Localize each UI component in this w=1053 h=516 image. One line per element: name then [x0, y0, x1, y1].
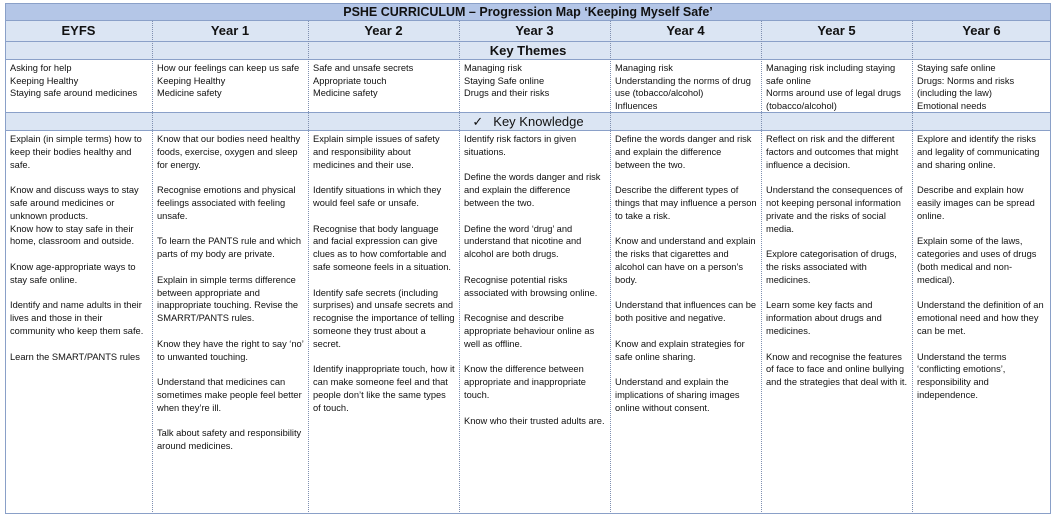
knowledge-item: Explore and identify the risks and legality of communicating and sharing online.	[917, 134, 1040, 170]
theme-item: Influences	[615, 100, 658, 111]
theme-item: Asking for help	[10, 63, 72, 73]
theme-item: Emotional needs	[917, 100, 987, 111]
column-divider	[308, 21, 309, 514]
column-header-year-2: Year 2	[364, 23, 403, 38]
column-divider	[912, 21, 913, 514]
column-header-year-3: Year 3	[515, 23, 554, 38]
knowledge-item: Recognise potential risks associated with browsing online.	[464, 274, 598, 298]
knowledge-item: Learn some key facts and information about drugs and medicines.	[766, 300, 882, 336]
themes-cell-year-3	[459, 60, 610, 112]
knowledge-item: Identify inappropriate touch, how it can make someone feel and that people don’t like the same types of touch.	[313, 364, 455, 413]
knowledge-item: Reflect on risk and the different factors and outcomes that might influence a decision.	[766, 134, 899, 170]
theme-item: Drugs: Norms and risks (including the law)	[917, 75, 1015, 99]
knowledge-item: Explain simple issues of safety and responsibility about medicines and their use.	[313, 134, 440, 170]
knowledge-item: Know and understand and explain the risks that cigarettes and alcohol can have on a person’s body.	[615, 236, 756, 285]
theme-item: Staying Safe online	[464, 75, 545, 86]
knowledge-item: Understand the consequences of not keeping personal information private and the risks of social media.	[766, 185, 903, 234]
knowledge-cell-year-1	[152, 131, 308, 514]
themes-cell-year-1	[152, 60, 308, 112]
knowledge-item: Learn the SMART/PANTS rules	[10, 351, 140, 362]
column-header-year-6: Year 6	[962, 23, 1001, 38]
knowledge-cell-year-2	[308, 131, 459, 514]
theme-item: Staying safe around medicines	[10, 88, 138, 99]
knowledge-item: Understand the terms ‘conflicting emotions’, responsibility and independence.	[917, 351, 1007, 400]
knowledge-item: Know they have the right to say ‘no’ to unwanted touching.	[157, 338, 304, 362]
knowledge-item: Identify situations in which they would feel safe or unsafe.	[313, 185, 442, 208]
column-divider	[1050, 21, 1051, 514]
knowledge-item: Know age-appropriate ways to stay safe online.	[10, 261, 136, 285]
column-header-year-1: Year 1	[210, 23, 250, 38]
knowledge-item: Know and explain strategies for safe online sharing.	[615, 338, 745, 362]
key-knowledge-label: Key Knowledge	[493, 114, 584, 129]
knowledge-cell-year-4	[610, 131, 761, 514]
page-title: PSHE CURRICULUM – Progression Map ‘Keeping Myself Safe’	[5, 3, 1051, 21]
column-header-year-4: Year 4	[666, 23, 705, 38]
progression-map-table	[5, 3, 1051, 514]
theme-item: Medicine safety	[313, 88, 378, 99]
column-divider	[459, 21, 460, 514]
table-bottom-border	[5, 513, 1051, 514]
knowledge-cell-year-6	[912, 131, 1051, 514]
knowledge-item: Identify safe secrets (including surprises) and unsafe secrets and recognise the importance of telling someone they trust about a secret.	[313, 287, 455, 349]
theme-item: Medicine safety	[157, 88, 222, 99]
knowledge-item: Describe and explain how easily images can be spread online.	[917, 185, 1035, 221]
column-header-eyfs: EYFS	[61, 23, 96, 38]
knowledge-item: Know and recognise the features of face to face and online bullying and the strategies that deal with it.	[766, 351, 908, 388]
theme-item: Managing risk	[464, 63, 522, 73]
knowledge-item: Know who their trusted adults are.	[464, 415, 605, 426]
knowledge-cell-year-5	[761, 131, 912, 514]
theme-item: How our feelings can keep us safe	[157, 63, 300, 73]
theme-item: Keeping Healthy	[157, 75, 226, 86]
themes-cell-year-6	[912, 60, 1051, 112]
column-divider	[152, 21, 153, 514]
knowledge-item: Explain some of the laws, categories and uses of drugs (both medical and non-medical).	[917, 236, 1037, 285]
knowledge-item: Explain (in simple terms) how to keep their bodies healthy and safe.	[10, 134, 142, 170]
knowledge-item: Know how to stay safe in their home, classroom and outside.	[10, 223, 135, 247]
themes-cell-year-4	[610, 60, 761, 112]
column-divider	[5, 21, 6, 514]
column-divider	[761, 21, 762, 514]
column-header-year-5: Year 5	[817, 23, 856, 38]
knowledge-item: Understand that influences can be both positive and negative.	[615, 300, 757, 324]
knowledge-item: Identify and name adults in their lives and those in their community who keep them safe.	[10, 300, 144, 336]
knowledge-item: Describe the different types of things that may influence a person to take a risk.	[615, 185, 757, 221]
knowledge-item: Recognise that body language and facial expression can give clues as to how comfortable and safe someone feels in a situation.	[313, 223, 451, 272]
theme-item: Staying safe online	[917, 63, 996, 73]
theme-item: Understanding the norms of drug use (tobacco/alcohol)	[615, 75, 751, 99]
key-themes-row	[5, 60, 1051, 113]
theme-item: Appropriate touch	[313, 75, 387, 86]
knowledge-item: Explore categorisation of drugs, the risks associated with medicines.	[766, 249, 897, 285]
knowledge-item: Know and discuss ways to stay safe around medicines or unknown products.	[10, 185, 139, 221]
key-themes-label: Key Themes	[489, 43, 567, 58]
knowledge-item: Recognise and describe appropriate behaviour online as well as offline.	[464, 313, 595, 349]
theme-item: Drugs and their risks	[464, 88, 550, 99]
checkmark-icon: ✓	[472, 114, 484, 129]
knowledge-item: Identify risk factors in given situations.	[464, 134, 577, 157]
knowledge-item: Define the words danger and risk and explain the difference between the two.	[615, 134, 752, 170]
themes-cell-eyfs	[5, 60, 152, 112]
knowledge-item: Define the words danger and risk and explain the difference between the two.	[464, 172, 601, 208]
theme-item: Keeping Healthy	[10, 75, 79, 86]
theme-item: Managing risk including staying safe online	[766, 63, 896, 86]
knowledge-item: To learn the PANTS rule and which parts of my body are private.	[157, 236, 302, 260]
knowledge-item: Understand that medicines can sometimes make people feel better when they’re ill.	[157, 377, 302, 413]
knowledge-item: Recognise emotions and physical feelings associated with feeling unsafe.	[157, 185, 296, 221]
knowledge-item: Understand the definition of an emotional need and how they can be met.	[917, 300, 1044, 336]
theme-item: Managing risk	[615, 63, 673, 73]
knowledge-item: Know that our bodies need healthy foods, exercise, oxygen and sleep for energy.	[157, 134, 301, 170]
knowledge-cell-year-3	[459, 131, 610, 514]
knowledge-item: Explain in simple terms difference between appropriate and inappropriate touching. Revise the SMARRT/PANTS rules.	[157, 274, 299, 324]
knowledge-item: Define the word ‘drug’ and understand that nicotine and alcohol are both drugs.	[464, 223, 582, 260]
key-themes-heading	[5, 41, 1051, 60]
key-knowledge-row	[5, 131, 1051, 514]
themes-cell-year-5	[761, 60, 912, 112]
year-header-row	[5, 21, 1051, 42]
knowledge-cell-eyfs	[5, 131, 152, 514]
knowledge-item: Understand and explain the implications of sharing images online without consent.	[615, 377, 740, 413]
column-divider	[610, 21, 611, 514]
theme-item: Safe and unsafe secrets	[313, 63, 414, 73]
key-knowledge-heading	[5, 112, 1051, 131]
knowledge-item: Know the difference between appropriate and inappropriate touch.	[464, 364, 586, 400]
knowledge-item: Talk about safety and responsibility around medicines.	[157, 428, 302, 452]
theme-item: Norms around use of legal drugs (tobacco/alcohol)	[766, 88, 901, 111]
themes-cell-year-2	[308, 60, 459, 112]
